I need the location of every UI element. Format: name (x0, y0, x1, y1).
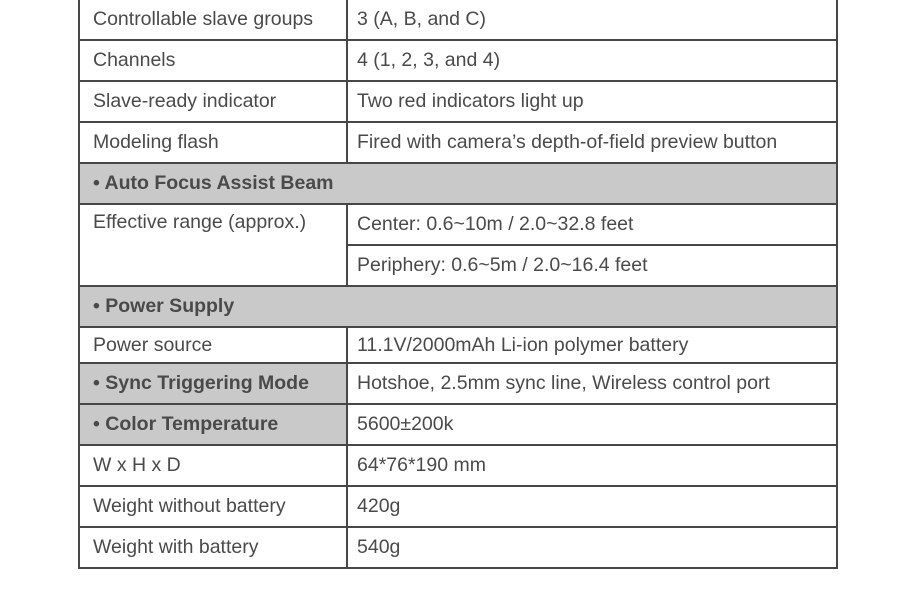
spec-row-slave-ready (79, 81, 837, 122)
spec-label: • Sync Triggering Mode (79, 363, 347, 404)
spec-row-weight-without-battery (79, 486, 837, 527)
spec-row-modeling-flash (79, 122, 837, 163)
spec-value: Two red indicators light up (347, 81, 837, 122)
section-title: • Power Supply (79, 286, 837, 327)
spec-value: Hotshoe, 2.5mm sync line, Wireless control port (347, 363, 837, 404)
spec-table (78, 0, 838, 569)
spec-label: Controllable slave groups (79, 0, 347, 40)
section-header-power-supply (79, 286, 837, 327)
spec-label: Weight with battery (79, 527, 347, 568)
spec-row-slave-groups (79, 0, 837, 40)
spec-value: Periphery: 0.6~5m / 2.0~16.4 feet (347, 245, 837, 286)
spec-value: Fired with camera’s depth-of-field preview button (347, 122, 837, 163)
spec-value: 3 (A, B, and C) (347, 0, 837, 40)
spec-value: 11.1V/2000mAh Li-ion polymer battery (347, 327, 837, 363)
spec-value: 64*76*190 mm (347, 445, 837, 486)
spec-row-color-temperature (79, 404, 837, 445)
spec-row-weight-with-battery (79, 527, 837, 568)
spec-label: • Color Temperature (79, 404, 347, 445)
spec-value: Center: 0.6~10m / 2.0~32.8 feet (347, 204, 837, 245)
spec-row-power-source (79, 327, 837, 363)
spec-value: 5600±200k (347, 404, 837, 445)
spec-label: Weight without battery (79, 486, 347, 527)
spec-label: W x H x D (79, 445, 347, 486)
spec-label: Power source (79, 327, 347, 363)
spec-row-sync-triggering (79, 363, 837, 404)
spec-value: 4 (1, 2, 3, and 4) (347, 40, 837, 81)
spec-row-channels (79, 40, 837, 81)
spec-label: Effective range (approx.) (79, 204, 347, 286)
spec-row-dimensions (79, 445, 837, 486)
spec-value: 420g (347, 486, 837, 527)
section-header-af-assist (79, 163, 837, 204)
spec-value: 540g (347, 527, 837, 568)
spec-row-effective-range (79, 204, 837, 245)
spec-label: Modeling flash (79, 122, 347, 163)
spec-label: Slave-ready indicator (79, 81, 347, 122)
section-title: • Auto Focus Assist Beam (79, 163, 837, 204)
spec-label: Channels (79, 40, 347, 81)
